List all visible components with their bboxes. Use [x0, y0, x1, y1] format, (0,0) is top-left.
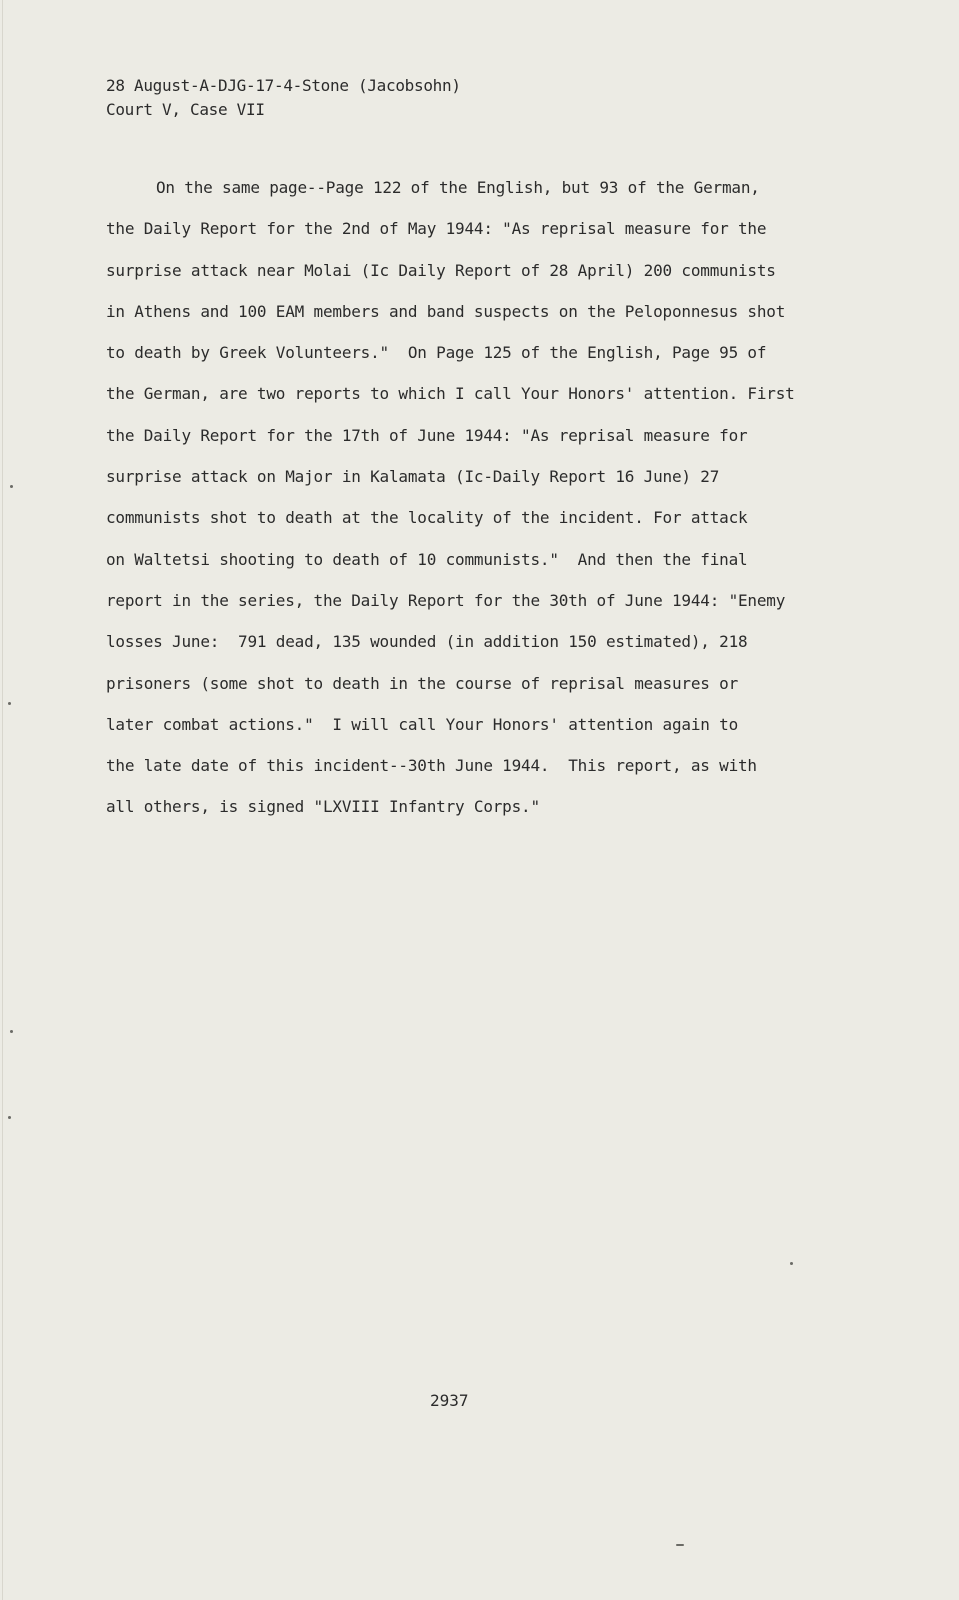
body-line: in Athens and 100 EAM members and band suspects on the Peloponnesus shot	[106, 301, 786, 321]
body-line: to death by Greek Volunteers." On Page 125 of the English, Page 95 of	[106, 343, 767, 363]
body-line: the Daily Report for the 17th of June 1944: "As reprisal measure for	[106, 425, 748, 445]
paper-speck	[10, 1030, 13, 1033]
body-line: all others, is signed "LXVIII Infantry Corps."	[106, 797, 540, 817]
body-line: report in the series, the Daily Report for the 30th of June 1944: "Enemy	[106, 590, 786, 610]
header-court-case: Court V, Case VII	[106, 100, 265, 119]
body-line: surprise attack near Molai (Ic Daily Report of 28 April) 200 communists	[106, 260, 776, 280]
body-line: the Daily Report for the 2nd of May 1944: "As reprisal measure for the	[106, 219, 767, 239]
body-line: communists shot to death at the locality of the incident. For attack	[106, 508, 748, 528]
body-line: On the same page--Page 122 of the English, but 93 of the German,	[156, 178, 760, 197]
paper-speck	[8, 1116, 11, 1119]
body-line: surprise attack on Major in Kalamata (Ic-Daily Report 16 June) 27	[106, 467, 720, 487]
header-transcript-id: 28 August-A-DJG-17-4-Stone (Jacobsohn)	[106, 76, 461, 95]
transcript-body	[106, 176, 896, 837]
body-line: later combat actions." I will call Your Honors' attention again to	[106, 714, 738, 734]
paper-speck	[8, 702, 11, 705]
body-line: losses June: 791 dead, 135 wounded (in addition 150 estimated), 218	[106, 632, 748, 652]
paper-speck	[790, 1262, 793, 1265]
body-line: on Waltetsi shooting to death of 10 communists." And then the final	[106, 549, 748, 569]
body-line: the German, are two reports to which I call Your Honors' attention. First	[106, 384, 795, 404]
page-edge-line	[2, 0, 3, 1600]
body-line: the late date of this incident--30th June 1944. This report, as with	[106, 756, 757, 776]
body-line: prisoners (some shot to death in the course of reprisal measures or	[106, 673, 738, 693]
paper-speck	[10, 485, 13, 488]
paper-speck	[676, 1544, 684, 1546]
page-number: 2937	[430, 1391, 469, 1410]
document-header	[106, 74, 461, 122]
